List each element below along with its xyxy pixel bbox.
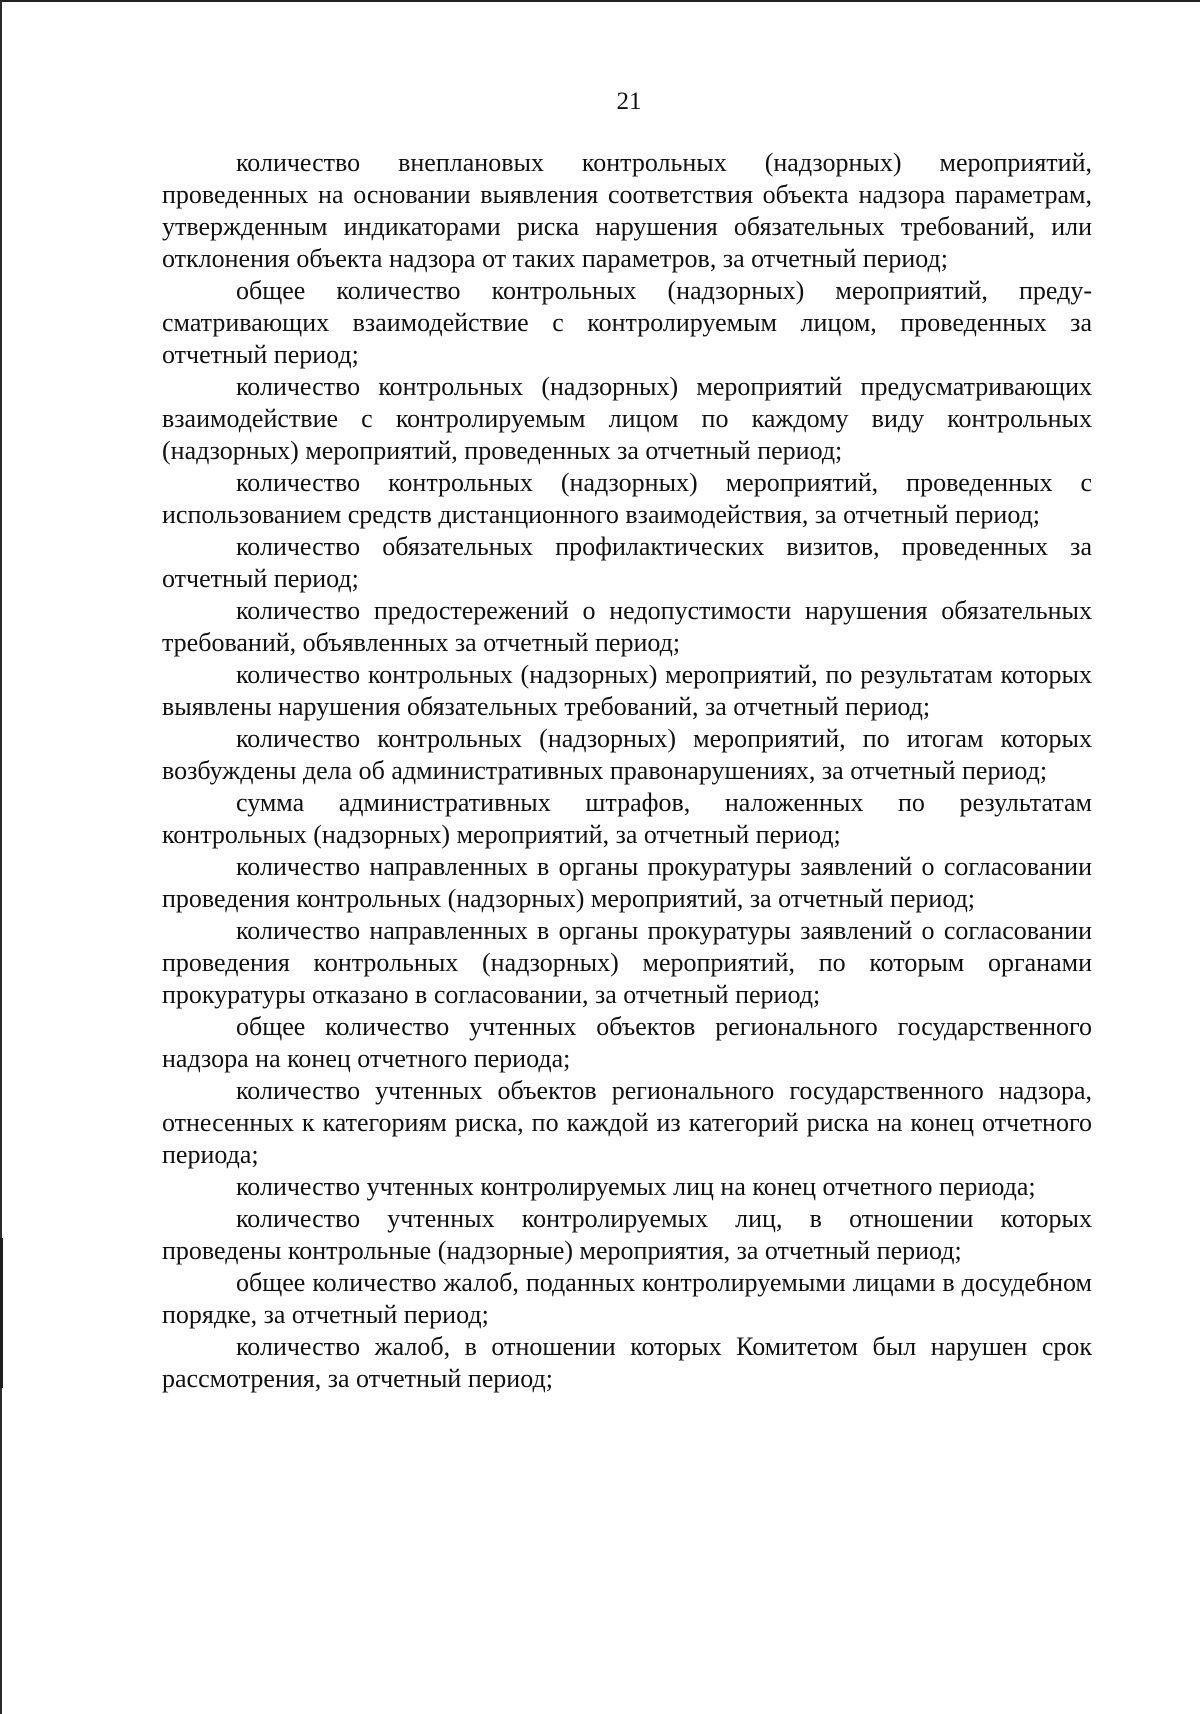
paragraph-15: количество учтенных контролируемых лиц, в отношении которых проведены контрольные (надзорные) мероприятия, за отчетный период; bbox=[162, 1204, 1092, 1265]
paragraph-8: количество контрольных (надзорных) мероприятий, по итогам которых возбуждены дела об административных правонарушениях, за отчетный период; bbox=[162, 724, 1092, 785]
paragraph-9: сумма административных штрафов, наложенных по результатам контрольных (надзорных) мероприятий, за отчетный период; bbox=[162, 788, 1092, 849]
scan-border-left bbox=[0, 0, 2, 1714]
paragraph-4: количество контрольных (надзорных) мероприятий, проведенных с использованием средств дистанционного взаимодействия, за отчетный период; bbox=[162, 468, 1092, 529]
paragraph-1: количество внеплановых контрольных (надзорных) мероприятий, проведенных на основании выявления соответствия объекта надзора параметрам, утвержденным индикаторами риска нарушения обязательных требований, или отклонения объекта надзора от таких параметров, за отчетный период; bbox=[162, 148, 1092, 273]
scan-mark-left bbox=[0, 1238, 3, 1388]
paragraph-14: количество учтенных контролируемых лиц на конец отчетного периода; bbox=[236, 1172, 1036, 1201]
paragraph-13: количество учтенных объектов регионального государственного надзора, отнесенных к категориям риска, по каждой из категорий риска на конец отчетного периода; bbox=[162, 1076, 1092, 1169]
paragraph-2: общее количество контрольных (надзорных) мероприятий, предусматривающих взаимодействие с контролируемым лицом, проведенных за отчетный период; bbox=[162, 276, 1092, 369]
paragraph-10: количество направленных в органы прокуратуры заявлений о согласовании проведения контрольных (надзорных) мероприятий, за отчетный период; bbox=[162, 852, 1092, 913]
paragraph-6: количество предостережений о недопустимости нарушения обязательных требований, объявленных за отчетный период; bbox=[162, 596, 1092, 657]
paragraph-5: количество обязательных профилактических визитов, проведенных за отчетный период; bbox=[162, 532, 1092, 593]
document-body bbox=[162, 147, 1092, 1395]
page-number: 21 bbox=[616, 88, 642, 115]
paragraph-11: количество направленных в органы прокуратуры заявлений о согласовании проведения контрольных (надзорных) мероприятий, по которым органами прокуратуры отказано в согласовании, за отчетный период; bbox=[162, 916, 1092, 1009]
paragraph-16: общее количество жалоб, поданных контролируемыми лицами в досудебном порядке, за отчетный период; bbox=[162, 1268, 1092, 1329]
paragraph-7: количество контрольных (надзорных) мероприятий, по результатам которых выявлены нарушения обязательных требований, за отчетный период; bbox=[162, 660, 1092, 721]
scan-border-top bbox=[0, 0, 1200, 2]
paragraph-17: количество жалоб, в отношении которых Комитетом был нарушен срок рассмотрения, за отчетный период; bbox=[162, 1332, 1092, 1393]
paragraph-12: общее количество учтенных объектов регионального государственного надзора на конец отчетного периода; bbox=[162, 1012, 1092, 1073]
paragraph-3: количество контрольных (надзорных) мероприятий предусматривающих взаимодействие с контролируемым лицом по каждому виду контрольных (надзорных) мероприятий, проведенных за отчетный период; bbox=[162, 372, 1092, 465]
